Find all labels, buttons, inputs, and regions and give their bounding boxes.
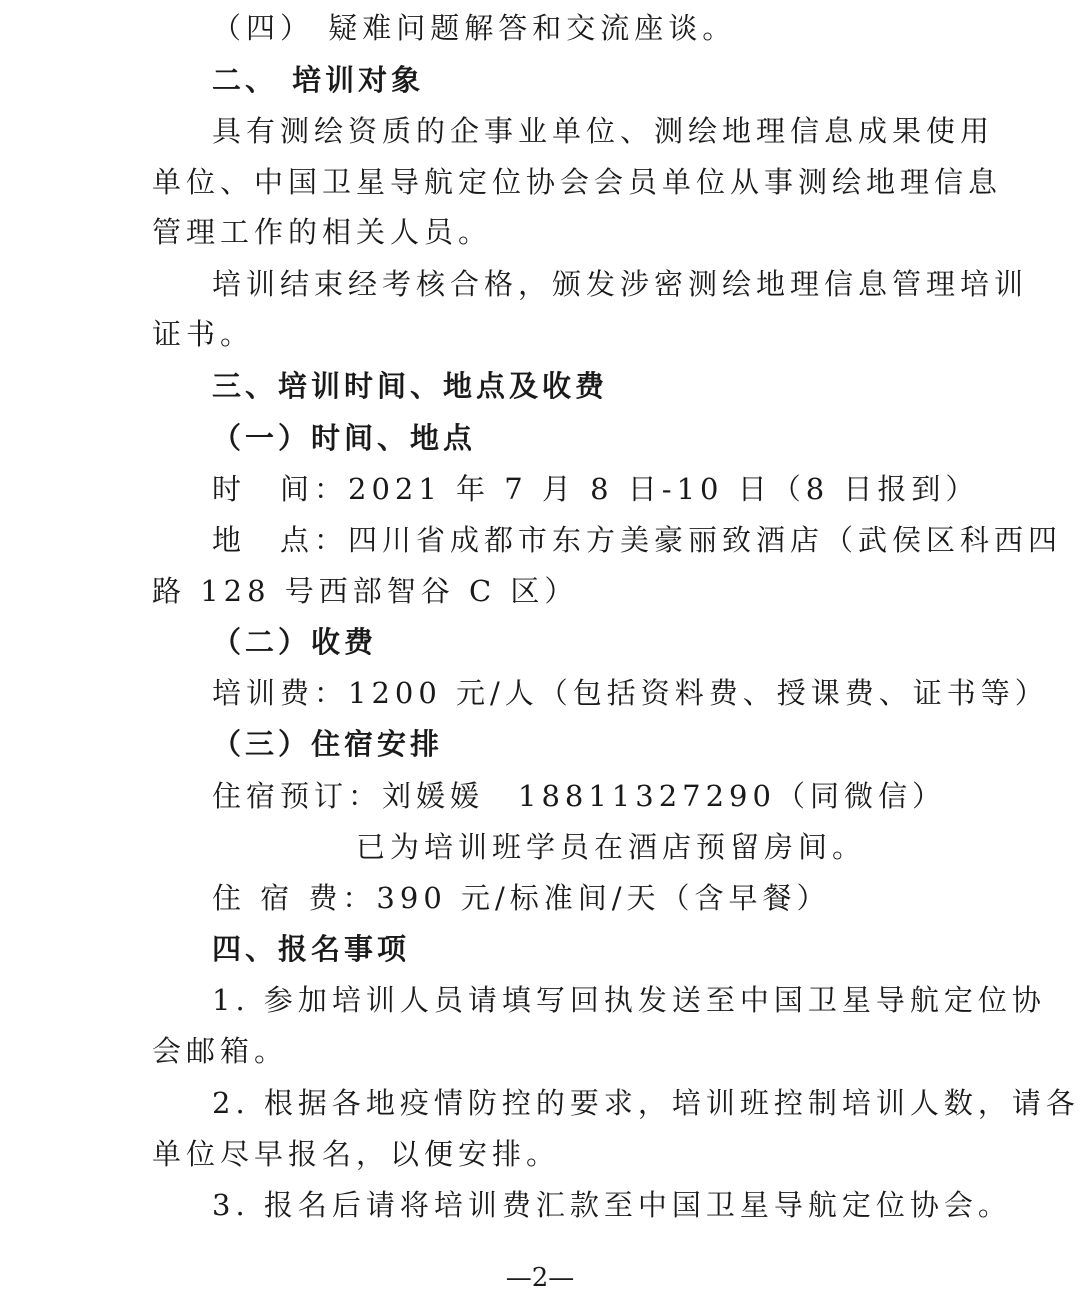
page-number: —2— — [505, 1263, 575, 1293]
registration-item-2-cont: 单位尽早报名，以便安排。 — [152, 1137, 561, 1171]
training-place: 地 点：四川省成都市东方美豪丽致酒店（武侯区科西四 — [212, 523, 1063, 557]
lodging-booking: 住宿预订：刘媛媛 18811327290（同微信） — [212, 779, 946, 813]
subheading-fee: （二）收费 — [212, 625, 378, 659]
subheading-time-place: （一）时间、地点 — [212, 421, 477, 455]
paragraph-line: 证书。 — [152, 317, 255, 351]
registration-item-1: 1. 参加培训人员请填写回执发送至中国卫星导航定位协 — [212, 983, 1046, 1017]
paragraph-line: 单位、中国卫星导航定位协会会员单位从事测绘地理信息 — [152, 165, 1003, 199]
training-place-cont: 路 128 号西部智谷 C 区） — [152, 574, 579, 608]
section-item-4: （四） 疑难问题解答和交流座谈。 — [212, 11, 737, 45]
lodging-fee: 住 宿 费：390 元/标准间/天（含早餐） — [212, 881, 831, 915]
lodging-note: 已为培训班学员在酒店预留房间。 — [356, 830, 867, 864]
registration-item-3: 3. 报名后请将培训费汇款至中国卫星导航定位协会。 — [212, 1188, 1012, 1222]
registration-item-1-cont: 会邮箱。 — [152, 1034, 289, 1068]
heading-time-place-fee: 三、培训时间、地点及收费 — [212, 369, 609, 403]
heading-training-target: 二、 培训对象 — [212, 63, 425, 97]
subheading-lodging: （三）住宿安排 — [212, 727, 444, 761]
paragraph-line: 具有测绘资质的企事业单位、测绘地理信息成果使用 — [212, 114, 995, 148]
paragraph-line: 管理工作的相关人员。 — [152, 215, 493, 249]
registration-item-2: 2. 根据各地疫情防控的要求，培训班控制培训人数，请各 — [212, 1086, 1080, 1120]
training-time: 时 间：2021 年 7 月 8 日-10 日（8 日报到） — [212, 472, 980, 506]
training-fee: 培训费：1200 元/人（包括资料费、授课费、证书等） — [212, 676, 1049, 710]
paragraph-line: 培训结束经考核合格，颁发涉密测绘地理信息管理培训 — [212, 267, 1029, 301]
heading-registration: 四、报名事项 — [212, 932, 411, 966]
